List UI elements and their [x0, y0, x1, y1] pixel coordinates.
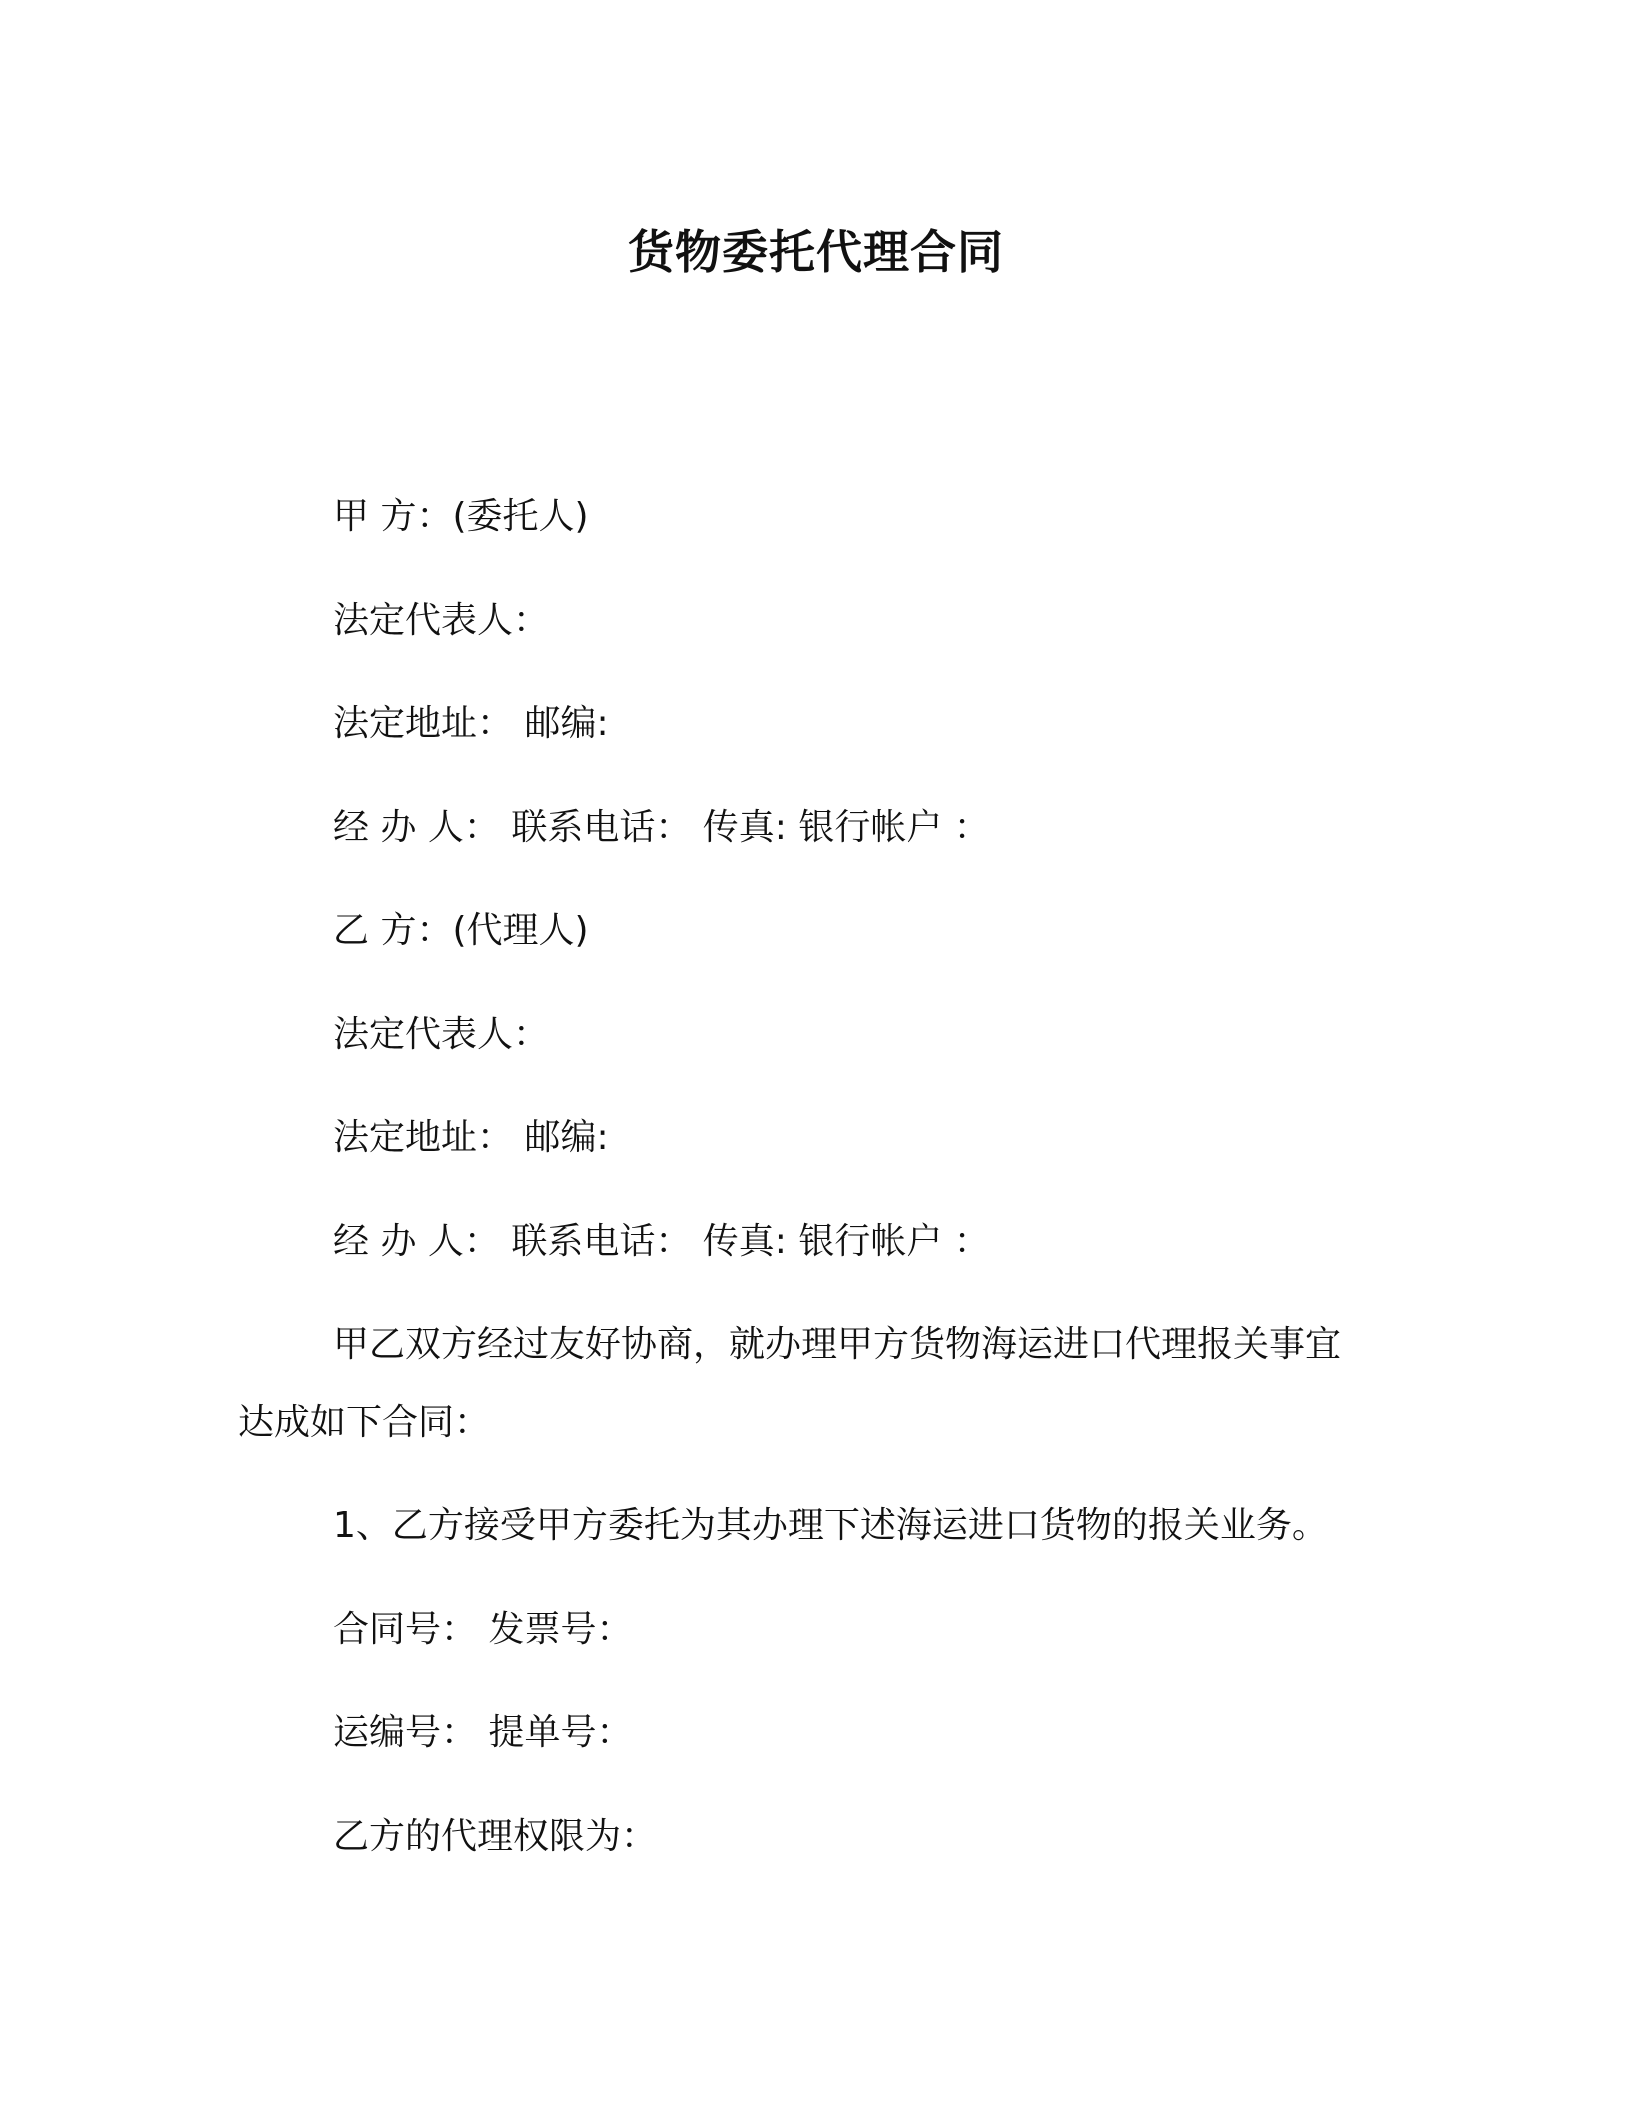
- intro-paragraph-line-2: 达成如下合同：: [238, 1402, 491, 1443]
- party-a-representative: 法定代表人：: [333, 600, 550, 641]
- party-b-representative: 法定代表人：: [333, 1014, 550, 1055]
- shipping-number-line: 运编号： 提单号：: [333, 1712, 633, 1753]
- intro-paragraph-line-1: 甲乙双方经过友好协商，就办理甲方货物海运进口代理报关事宜: [333, 1324, 1342, 1365]
- contract-number-line: 合同号： 发票号：: [333, 1609, 633, 1650]
- party-a-heading: 甲 方：(委托人): [333, 496, 589, 537]
- agent-authority-line: 乙方的代理权限为：: [333, 1816, 658, 1857]
- clause-1: 1、乙方接受甲方委托为其办理下述海运进口货物的报关业务。: [333, 1505, 1328, 1546]
- party-b-address: 法定地址： 邮编:: [333, 1117, 609, 1158]
- party-b-contact: 经 办 人： 联系电话： 传真: 银行帐户 ：: [333, 1221, 990, 1262]
- party-a-address: 法定地址： 邮编:: [333, 703, 609, 744]
- party-a-contact: 经 办 人： 联系电话： 传真: 银行帐户 ：: [333, 807, 990, 848]
- party-b-heading: 乙 方：(代理人): [333, 910, 589, 951]
- document-title: 货物委托代理合同: [628, 225, 1004, 279]
